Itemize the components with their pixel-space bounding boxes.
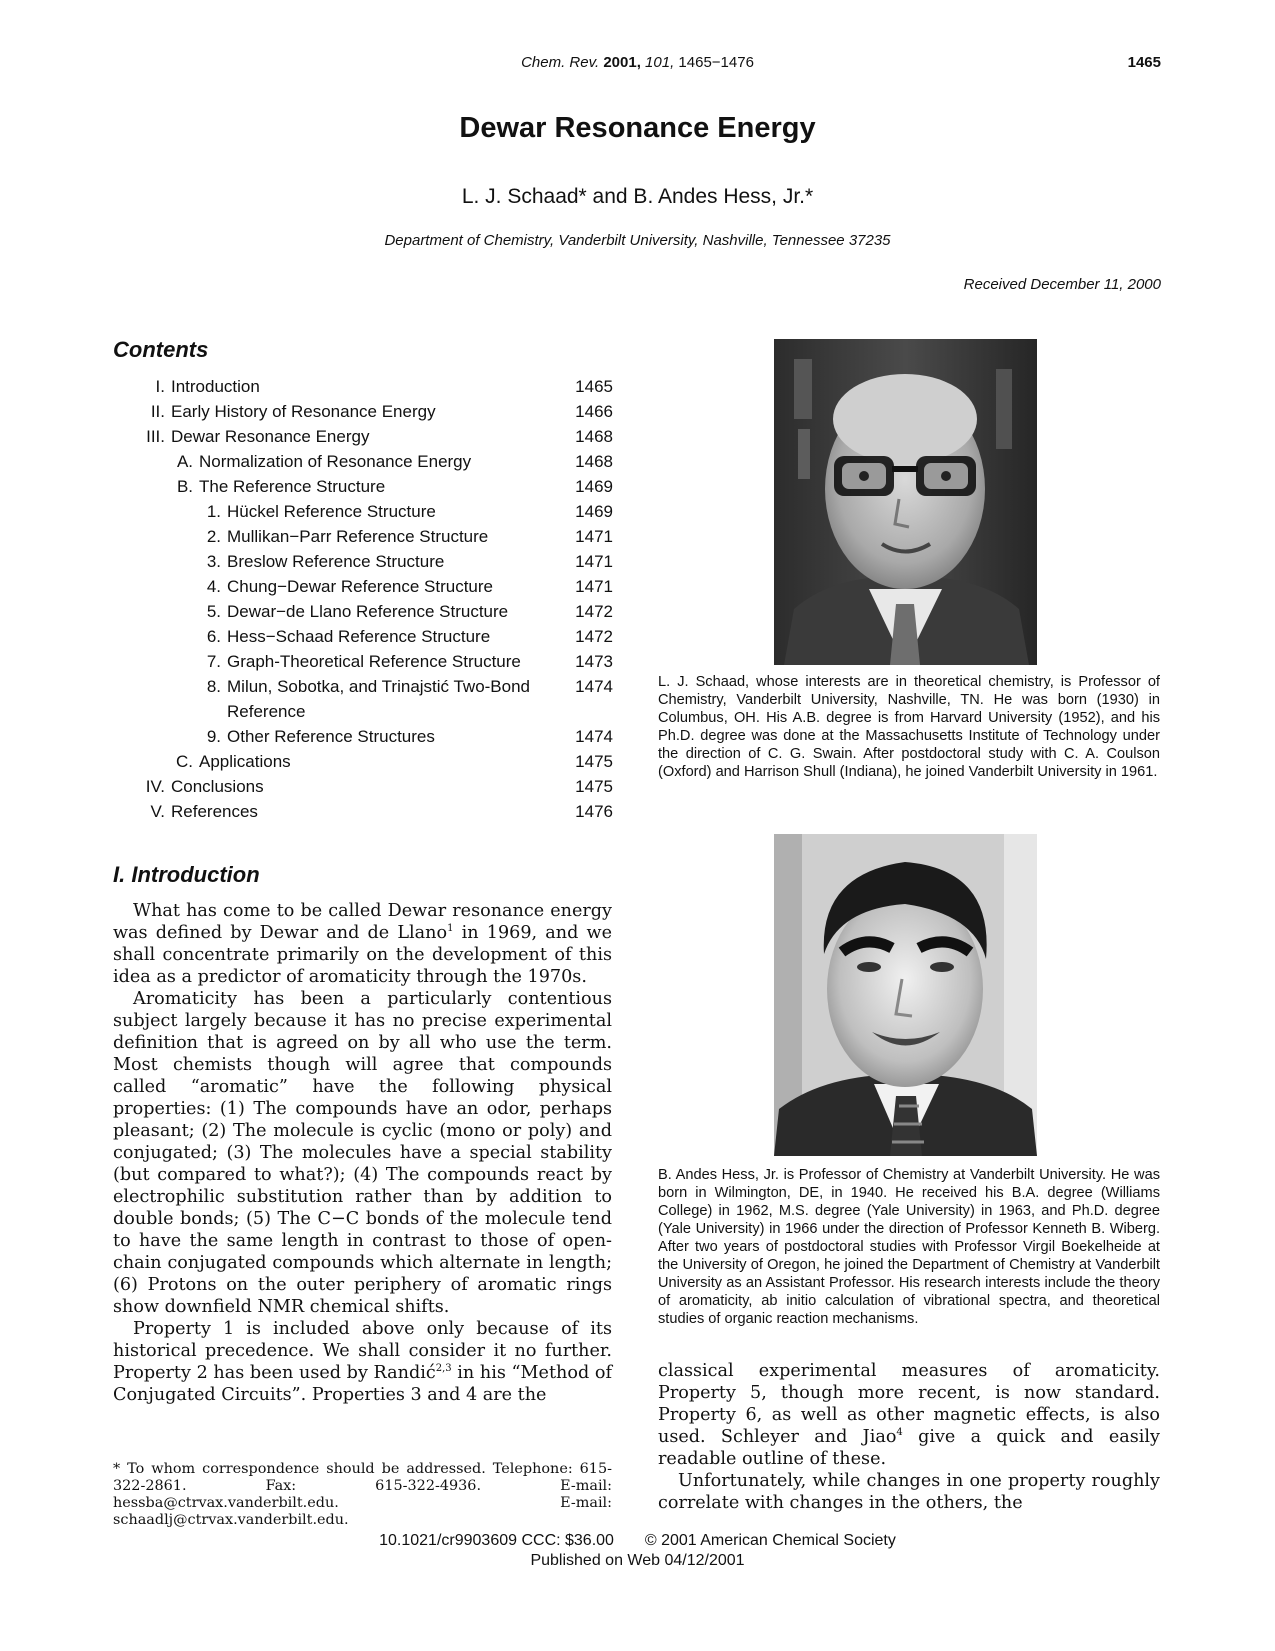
intro-paragraph-2: Aromaticity has been a particularly contentious subject largely because it has no precise experimental definition that is agreed on by all who use the term. Most chemists though will agree that compounds called “aromatic” have the following physical properties: (1) The compounds have an odor, perhaps pleasant; (2) The molecule is cyclic (mono or poly) and conjugated; (3) The molecules have a special stability (but compared to what?); (4) The compounds react by electrophilic substitution rather than by addition to double bonds; (5) The C−C bonds of the molecule tend to have the same length in contrast to those of open-chain conjugated compounds which alternate in length; (6) Protons on the outer periphery of aromatic rings show downfield NMR chemical shifts.: [113, 989, 612, 1317]
journal-citation: [0, 54, 1275, 71]
toc-entry-number: C.: [176, 752, 193, 771]
doi-code: 10.1021/cr9903609 CCC: $36.00: [379, 1532, 614, 1549]
toc-entry-label: Milun, Sobotka, and Trinajstić Two-Bond Reference: [227, 677, 531, 721]
toc-entry: [113, 374, 613, 399]
table-of-contents: [113, 374, 613, 824]
toc-entry: [113, 549, 613, 574]
toc-entry-label: Conclusions: [171, 777, 264, 796]
toc-entry-number: 8.: [206, 677, 221, 696]
toc-entry-number: V.: [150, 802, 165, 821]
introduction-heading: I. Introduction: [113, 862, 260, 887]
toc-entry-page: 1466: [575, 402, 613, 421]
toc-entry-page: 1472: [575, 602, 613, 621]
toc-entry-label: Other Reference Structures: [227, 727, 435, 746]
intro-p4-text-b: give a quick and easily readable outline of these.: [658, 1427, 1160, 1469]
toc-entry-page: 1473: [575, 652, 613, 671]
toc-entry-number: 9.: [206, 727, 221, 746]
toc-entry-number: 5.: [206, 602, 221, 621]
schaad-portrait-image: [774, 339, 1037, 665]
published-date: Published on Web 04/12/2001: [530, 1552, 745, 1569]
toc-entry-label: Hückel Reference Structure: [227, 502, 436, 521]
intro-p3-text-b: in his “Method of Conjugated Circuits”. Properties 3 and 4 are the: [113, 1363, 612, 1405]
hess-biography: B. Andes Hess, Jr. is Professor of Chemistry at Vanderbilt University. He was born in Wilmington, DE, in 1940. He received his B.A. degree (Williams College) in 1962, M.S. degree (Yale University) in 1963, and Ph.D. degree (Yale University) in 1966 under the direction of Professor Kenneth B. Wiberg. After two years of postdoctoral studies with Professor Virgil Boekelheide at the University of Oregon, he joined the Department of Chemistry at Vanderbilt University as an Assistant Professor. His research interests include the theory of aromaticity, ab initio calculation of vibrational spectra, and theoretical studies of organic reaction mechanisms.: [658, 1167, 1160, 1327]
article-title: Dewar Resonance Energy: [459, 112, 816, 144]
toc-entry-label: References: [171, 802, 258, 821]
toc-entry: [113, 724, 613, 749]
toc-entry-page: 1474: [575, 677, 613, 696]
toc-entry: [113, 474, 613, 499]
toc-entry: [113, 449, 613, 474]
toc-entry-label: Applications: [199, 752, 291, 771]
toc-entry: [113, 424, 613, 449]
toc-entry-label: Dewar−de Llano Reference Structure: [227, 602, 509, 621]
hess-portrait-photo: [774, 834, 1037, 1156]
toc-entry-page: 1474: [575, 727, 613, 746]
intro-paragraph-3: [113, 1318, 612, 1406]
toc-entry-page: 1468: [575, 452, 613, 471]
toc-entry-number: 4.: [206, 577, 221, 596]
toc-entry-label: Normalization of Resonance Energy: [199, 452, 472, 471]
toc-entry: [113, 774, 613, 799]
toc-entry-number: 2.: [206, 527, 221, 546]
doi-line: [0, 1532, 1275, 1550]
toc-entry: [113, 499, 613, 524]
schaad-portrait-photo: [774, 339, 1037, 665]
hess-portrait-image: [774, 834, 1037, 1156]
toc-entry: [113, 599, 613, 624]
received-date: Received December 11, 2000: [963, 276, 1161, 293]
toc-entry-page: 1475: [575, 752, 613, 771]
author-list: L. J. Schaad* and B. Andes Hess, Jr.*: [461, 185, 814, 208]
toc-entry-number: IV.: [145, 777, 165, 796]
toc-entry-number: 6.: [206, 627, 221, 646]
toc-entry-label: Graph-Theoretical Reference Structure: [227, 652, 521, 671]
toc-entry-page: 1465: [575, 377, 613, 396]
left-column-body: [113, 900, 612, 1406]
toc-entry: [113, 624, 613, 649]
toc-entry: [113, 524, 613, 549]
toc-entry-page: 1471: [575, 552, 613, 571]
journal-volume: 101,: [645, 54, 675, 71]
contents-heading: Contents: [113, 337, 209, 362]
intro-paragraph-3-continued: [658, 1360, 1160, 1470]
intro-p4-text-a: classical experimental measures of aromaticity. Property 5, though more recent, is now standard. Property 6, as well as other magnetic effects, is also used. Schleyer and Jiao: [658, 1361, 1160, 1447]
toc-entry-number: A.: [176, 452, 193, 471]
toc-entry: [113, 649, 613, 674]
toc-entry-number: 7.: [206, 652, 221, 671]
reference-1: 1: [447, 923, 454, 935]
reference-2-3: 2,3: [435, 1363, 452, 1375]
intro-paragraph-4: Unfortunately, while changes in one property roughly correlate with changes in the others, the: [658, 1471, 1160, 1513]
schaad-biography: L. J. Schaad, whose interests are in theoretical chemistry, is Professor of Chemistry, Vanderbilt University, Nashville, TN. He was born (1930) in Columbus, OH. His A.B. degree is from Harvard University (1952), and his Ph.D. degree was done at the Massachusetts Institute of Technology under the direction of C. G. Swain. After postdoctoral study with C. A. Coulson (Oxford) and Harrison Shull (Indiana), he joined Vanderbilt University in 1961.: [658, 674, 1160, 780]
toc-entry: [113, 574, 613, 599]
toc-entry-number: B.: [176, 477, 193, 496]
toc-entry-number: 1.: [206, 502, 221, 521]
toc-entry-page: 1475: [575, 777, 613, 796]
toc-entry-page: 1468: [575, 427, 613, 446]
toc-entry-label: The Reference Structure: [199, 477, 386, 496]
toc-entry-label: Breslow Reference Structure: [227, 552, 445, 571]
page-number: 1465: [1127, 54, 1161, 71]
copyright-notice: © 2001 American Chemical Society: [644, 1532, 896, 1549]
toc-entry-label: Introduction: [171, 377, 260, 396]
toc-entry-page: 1472: [575, 627, 613, 646]
toc-entry-number: III.: [146, 427, 165, 446]
journal-year: 2001,: [603, 54, 641, 71]
toc-entry-number: I.: [155, 377, 165, 396]
toc-entry-label: Hess−Schaad Reference Structure: [227, 627, 491, 646]
toc-entry-number: 3.: [206, 552, 221, 571]
toc-entry: [113, 674, 613, 724]
toc-entry: [113, 399, 613, 424]
toc-entry: [113, 749, 613, 774]
reference-4: 4: [896, 1427, 903, 1439]
toc-entry-page: 1476: [575, 802, 613, 821]
running-head: [0, 54, 1275, 78]
toc-entry-number: II.: [150, 402, 165, 421]
right-column-body: [658, 1360, 1160, 1514]
toc-entry-label: Mullikan−Parr Reference Structure: [227, 527, 489, 546]
toc-entry: [113, 799, 613, 824]
intro-p1-text-a: What has come to be called Dewar resonance energy was defined by Dewar and de Llano: [113, 901, 612, 943]
toc-entry-label: Early History of Resonance Energy: [171, 402, 436, 421]
toc-entry-page: 1469: [575, 502, 613, 521]
toc-entry-label: Dewar Resonance Energy: [171, 427, 370, 446]
journal-name: Chem. Rev.: [521, 54, 600, 71]
correspondence-footnote: * To whom correspondence should be addressed. Telephone: 615-322-2861. Fax: 615-322-4936. E-mail: hessba@ctrvax.vanderbilt.edu. E-mail: schaadlj@ctrvax.vanderbilt.edu.: [113, 1461, 612, 1528]
intro-p3-text-a: Property 1 is included above only because of its historical precedence. We shall consider it no further. Property 2 has been used by Randić: [113, 1319, 612, 1383]
author-affiliation: Department of Chemistry, Vanderbilt University, Nashville, Tennessee 37235: [384, 232, 891, 249]
toc-entry-label: Chung−Dewar Reference Structure: [227, 577, 493, 596]
toc-entry-page: 1471: [575, 577, 613, 596]
toc-entry-page: 1469: [575, 477, 613, 496]
intro-p1-text-b: in 1969, and we shall concentrate primarily on the development of this idea as a predictor of aromaticity through the 1970s.: [113, 923, 612, 987]
toc-entry-page: 1471: [575, 527, 613, 546]
intro-paragraph-1: [113, 900, 612, 988]
journal-pages: 1465−1476: [678, 54, 754, 71]
